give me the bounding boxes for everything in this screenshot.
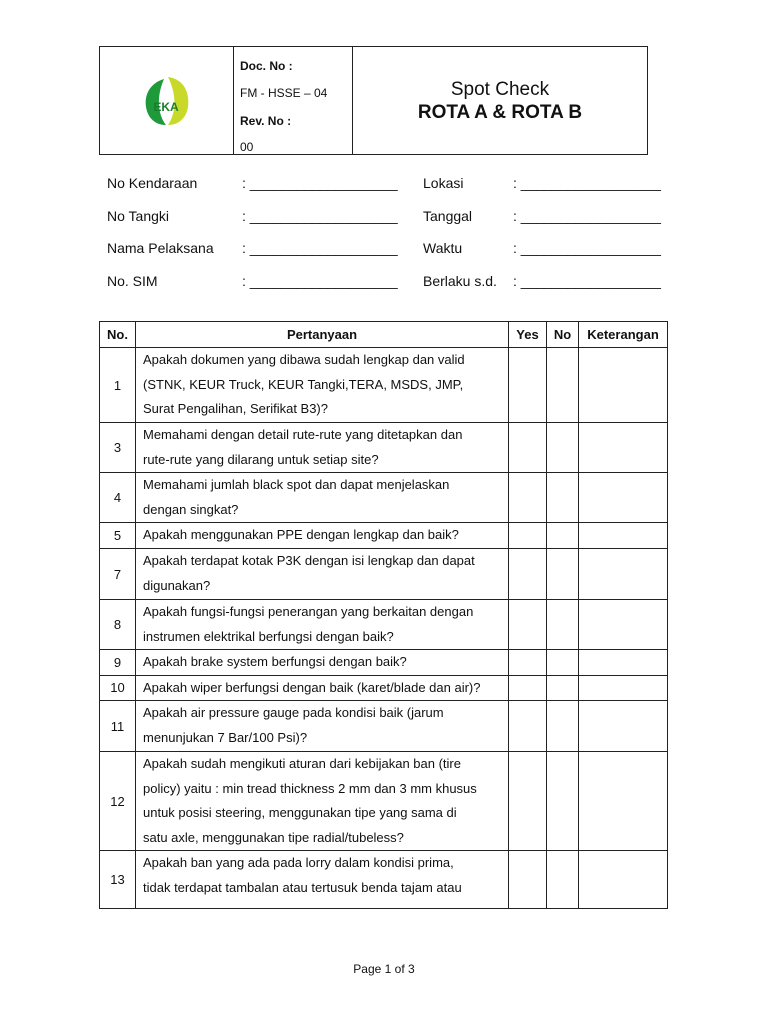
table-body: [100, 348, 668, 909]
question-line: Memahami dengan detail rute-rute yang ditetapkan dan: [143, 427, 463, 442]
row-number: 11: [100, 701, 136, 752]
title-line1: Spot Check: [450, 78, 550, 100]
yes-cell[interactable]: [509, 549, 547, 600]
table-row: [100, 675, 668, 701]
question-line: Apakah ban yang ada pada lorry dalam kondisi prima,: [143, 855, 454, 870]
question-line: Apakah sudah mengikuti aturan dari kebijakan ban (tire: [143, 756, 461, 771]
no-cell[interactable]: [547, 423, 579, 473]
question-line: Surat Pengalihan, Serifikat B3)?: [143, 401, 328, 416]
question-line: satu axle, menggunakan tipe radial/tubeless?: [143, 829, 404, 845]
info-value: : ___________________: [242, 273, 398, 289]
table-row: [100, 851, 668, 909]
table-row: [100, 423, 668, 473]
table-row: [100, 549, 668, 600]
no-cell[interactable]: [547, 851, 579, 909]
header-question: Pertanyaan: [136, 322, 509, 348]
row-number: 9: [100, 650, 136, 676]
info-label: Nama Pelaksana: [107, 240, 214, 256]
yes-cell[interactable]: [509, 701, 547, 752]
info-label: No Kendaraan: [107, 175, 198, 191]
info-label: Lokasi: [423, 175, 464, 191]
remark-cell[interactable]: [579, 473, 668, 523]
question-cell: [136, 600, 509, 650]
logo-cell: [100, 47, 234, 154]
no-cell[interactable]: [547, 549, 579, 600]
question-cell: [136, 701, 509, 752]
question-line: (STNK, KEUR Truck, KEUR Tangki,TERA, MSDS, JMP,: [143, 376, 464, 392]
question-cell: [136, 523, 509, 549]
remark-cell[interactable]: [579, 549, 668, 600]
question-cell: [136, 675, 509, 701]
yes-cell[interactable]: [509, 752, 547, 851]
remark-cell[interactable]: [579, 851, 668, 909]
remark-cell[interactable]: [579, 650, 668, 676]
doc-info-cell: [234, 47, 353, 154]
header-yes: Yes: [509, 322, 547, 348]
question-line: Apakah brake system berfungsi dengan baik?: [143, 654, 407, 669]
row-number: 10: [100, 675, 136, 701]
info-value: : __________________: [513, 240, 661, 256]
remark-cell[interactable]: [579, 600, 668, 650]
no-cell[interactable]: [547, 600, 579, 650]
row-number: 1: [100, 348, 136, 423]
info-value: : __________________: [513, 175, 661, 191]
no-cell[interactable]: [547, 752, 579, 851]
question-line: Apakah wiper berfungsi dengan baik (karet/blade dan air)?: [143, 679, 481, 695]
eka-logo-icon: [142, 73, 192, 129]
info-value: : ___________________: [242, 240, 398, 256]
table-header-row: [100, 322, 668, 348]
remark-cell[interactable]: [579, 675, 668, 701]
question-line: Apakah air pressure gauge pada kondisi baik (jarum: [143, 705, 444, 720]
doc-no-value: FM - HSSE – 04: [240, 86, 328, 100]
row-number: 4: [100, 473, 136, 523]
remark-cell[interactable]: [579, 423, 668, 473]
row-number: 7: [100, 549, 136, 600]
info-label: No Tangki: [107, 208, 170, 224]
table-row: [100, 650, 668, 676]
info-value: : __________________: [513, 208, 661, 224]
no-cell[interactable]: [547, 650, 579, 676]
row-number: 8: [100, 600, 136, 650]
question-line: policy) yaitu : min tread thickness 2 mm dan 3 mm khusus: [143, 780, 477, 796]
no-cell[interactable]: [547, 701, 579, 752]
yes-cell[interactable]: [509, 650, 547, 676]
question-cell: [136, 851, 509, 909]
row-number: 12: [100, 752, 136, 851]
no-cell[interactable]: [547, 675, 579, 701]
document-header: [99, 46, 648, 155]
yes-cell[interactable]: [509, 348, 547, 423]
remark-cell[interactable]: [579, 348, 668, 423]
yes-cell[interactable]: [509, 523, 547, 549]
info-label: No. SIM: [107, 273, 158, 289]
yes-cell[interactable]: [509, 423, 547, 473]
no-cell[interactable]: [547, 348, 579, 423]
row-number: 3: [100, 423, 136, 473]
table-row: [100, 752, 668, 851]
yes-cell[interactable]: [509, 675, 547, 701]
question-cell: [136, 650, 509, 676]
info-value: : ___________________: [242, 208, 398, 224]
table-row: [100, 701, 668, 752]
info-label: Tanggal: [423, 208, 473, 224]
page-number: Page 1 of 3: [353, 962, 415, 976]
question-line: untuk posisi steering, menggunakan tipe yang sama di: [143, 805, 457, 820]
question-cell: [136, 752, 509, 851]
no-cell[interactable]: [547, 473, 579, 523]
question-line: Apakah dokumen yang dibawa sudah lengkap dan valid: [143, 352, 465, 367]
question-line: instrumen elektrikal berfungsi dengan baik?: [143, 628, 394, 644]
info-value: : __________________: [513, 273, 661, 289]
question-line: digunakan?: [143, 577, 211, 593]
remark-cell[interactable]: [579, 523, 668, 549]
question-cell: [136, 423, 509, 473]
title-line2: ROTA A & ROTA B: [417, 101, 583, 123]
svg-text:EKA: EKA: [152, 99, 179, 114]
yes-cell[interactable]: [509, 473, 547, 523]
question-line: Apakah fungsi-fungsi penerangan yang berkaitan dengan: [143, 604, 474, 619]
table-row: [100, 523, 668, 549]
rev-no-value: 00: [240, 140, 254, 154]
question-cell: [136, 348, 509, 423]
question-line: tidak terdapat tambalan atau tertusuk benda tajam atau: [143, 879, 462, 895]
rev-no-label: Rev. No :: [240, 114, 292, 128]
info-value: : ___________________: [242, 175, 398, 191]
table-row: [100, 348, 668, 423]
table-row: [100, 600, 668, 650]
table-row: [100, 473, 668, 523]
question-line: Memahami jumlah black spot dan dapat menjelaskan: [143, 477, 450, 492]
row-number: 13: [100, 851, 136, 909]
question-line: Apakah terdapat kotak P3K dengan isi lengkap dan dapat: [143, 553, 475, 568]
question-cell: [136, 473, 509, 523]
no-cell[interactable]: [547, 523, 579, 549]
question-line: Apakah menggunakan PPE dengan lengkap dan baik?: [143, 527, 459, 542]
doc-no-label: Doc. No :: [240, 59, 293, 73]
question-line: rute-rute yang dilarang untuk setiap site?: [143, 451, 379, 467]
question-line: dengan singkat?: [143, 501, 239, 517]
info-label: Berlaku s.d.: [423, 273, 497, 289]
remark-cell[interactable]: [579, 701, 668, 752]
header-no: No.: [100, 322, 136, 348]
question-line: menunjukan 7 Bar/100 Psi)?: [143, 729, 308, 745]
header-no-answer: No: [547, 322, 579, 348]
yes-cell[interactable]: [509, 851, 547, 909]
info-label: Waktu: [423, 240, 463, 256]
row-number: 5: [100, 523, 136, 549]
checklist-table: [99, 321, 668, 909]
remark-cell[interactable]: [579, 752, 668, 851]
question-cell: [136, 549, 509, 600]
header-remark: Keterangan: [579, 322, 668, 348]
title-cell: [353, 47, 647, 154]
yes-cell[interactable]: [509, 600, 547, 650]
